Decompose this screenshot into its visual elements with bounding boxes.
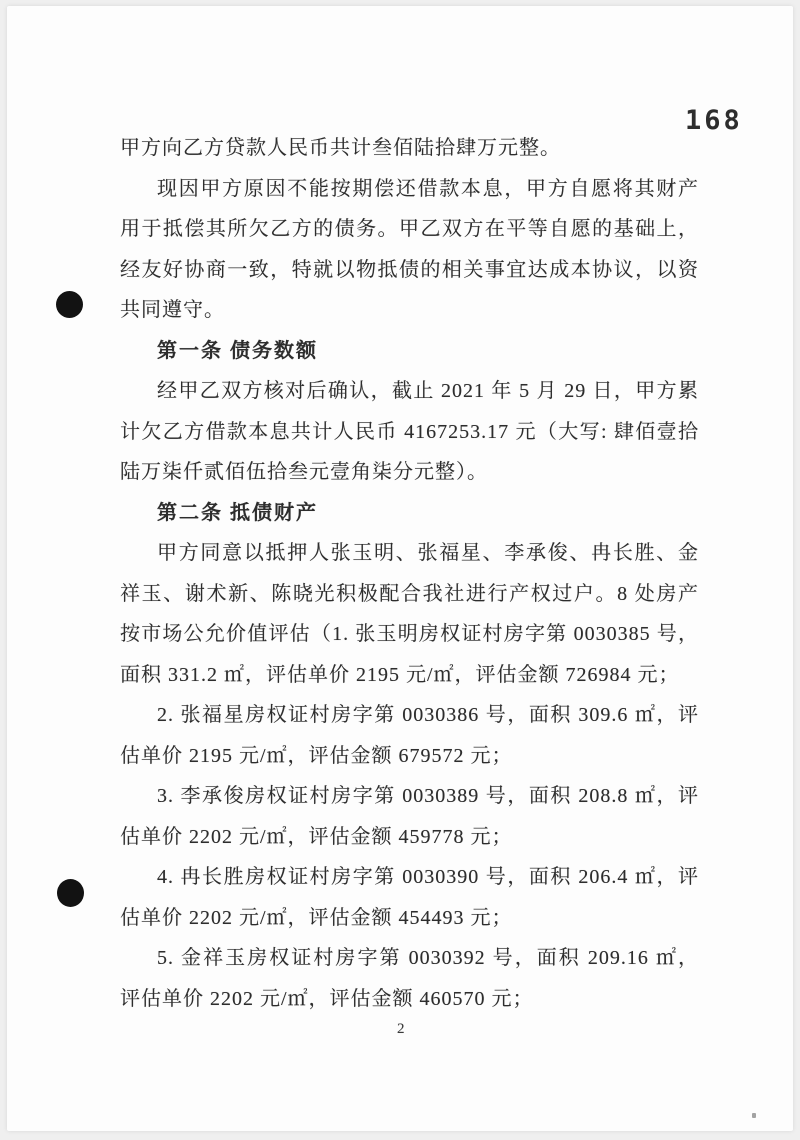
text-line: 陆万柒仟贰佰伍拾叁元壹角柒分元整）。 [120, 461, 488, 483]
text-line: 4. 冉长胜房权证村房字第 0030390 号，面积 206.4 ㎡，评 [157, 866, 699, 888]
text-line: 面积 331.2 ㎡，评估单价 2195 元/㎡，评估金额 726984 元； [120, 663, 680, 686]
section-heading: 第一条 债务数额 [157, 339, 318, 362]
text-line: 经甲乙双方核对后确认，截止 2021 年 5 月 29 日，甲方累 [157, 380, 699, 402]
hole-punch-mark-top [56, 291, 83, 318]
text-line: 评估单价 2202 元/㎡，评估金额 460570 元； [120, 987, 534, 1010]
text-line: 2. 张福星房权证村房字第 0030386 号，面积 309.6 ㎡，评 [157, 704, 699, 726]
text-line: 现因甲方原因不能按期偿还借款本息，甲方自愿将其财产 [157, 177, 699, 200]
text-line: 估单价 2202 元/㎡，评估金额 454493 元； [120, 906, 513, 929]
text-line: 5. 金祥玉房权证村房字第 0030392 号，面积 209.16 ㎡， [157, 947, 699, 969]
document-page [7, 6, 793, 1131]
text-line: 按市场公允价值评估（1. 张玉明房权证村房字第 0030385 号， [120, 623, 699, 645]
text-line: 甲方向乙方贷款人民币共计叁佰陆拾肆万元整。 [120, 137, 561, 159]
text-line: 用于抵偿其所欠乙方的债务。甲乙双方在平等自愿的基础上， [120, 218, 699, 240]
scan-speck-artifact [752, 1113, 756, 1118]
footer-page-number: 2 [397, 1021, 405, 1037]
text-line: 共同遵守。 [120, 299, 225, 321]
page-number-stamp: 168 [685, 105, 743, 136]
text-line: 经友好协商一致，特就以物抵债的相关事宜达成本协议，以资 [120, 258, 699, 281]
text-line: 计欠乙方借款本息共计人民币 4167253.17 元（大写: 肆佰壹拾 [120, 420, 699, 443]
text-line: 甲方同意以抵押人张玉明、张福星、李承俊、冉长胜、金 [157, 542, 699, 564]
text-line: 估单价 2195 元/㎡，评估金额 679572 元； [120, 744, 513, 767]
text-line: 祥玉、谢术新、陈晓光积极配合我社进行产权过户。8 处房产 [120, 582, 699, 605]
hole-punch-mark-bottom [57, 879, 84, 907]
text-line: 3. 李承俊房权证村房字第 0030389 号，面积 208.8 ㎡，评 [157, 785, 699, 807]
text-line: 估单价 2202 元/㎡，评估金额 459778 元； [120, 825, 513, 848]
section-heading: 第二条 抵债财产 [157, 501, 318, 524]
document-body [120, 128, 699, 1019]
